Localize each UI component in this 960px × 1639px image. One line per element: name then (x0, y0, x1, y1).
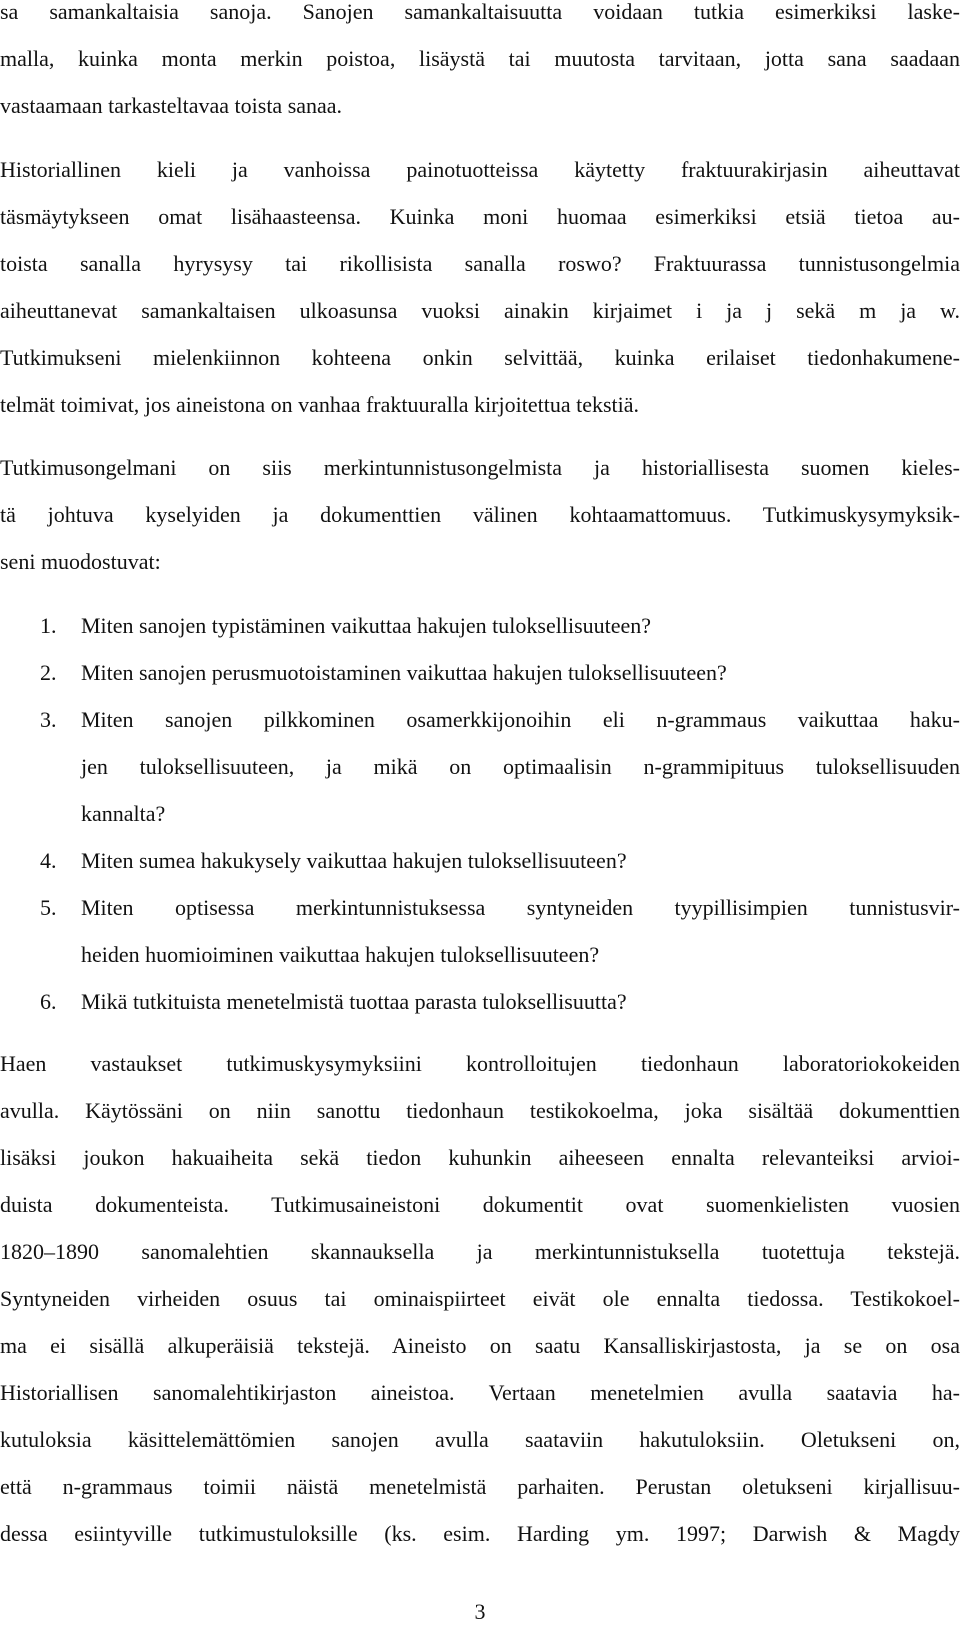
text-line: lisäksi joukon hakuaiheita sekä tiedon kuhunkin aiheeseen ennalta relevanteiksi arvioi- (0, 1145, 960, 1170)
text-line: Tutkimukseni mielenkiinnon kohteena onkin selvittää, kuinka erilaiset tiedonhakumene- (0, 345, 960, 370)
text-line: aiheuttanevat samankaltaisen ulkoasunsa vuoksi ainakin kirjaimet i ja j sekä m ja w. (0, 298, 960, 323)
list-item-number: 2. (40, 660, 57, 685)
list-item-number: 3. (40, 707, 57, 732)
text-line: Tutkimusongelmani on siis merkintunnistusongelmista ja historiallisesta suomen kieles- (0, 455, 960, 480)
paragraph-fraktur-challenges (0, 146, 960, 428)
list-item-number: 5. (40, 895, 57, 920)
list-item-continuation (0, 790, 960, 837)
text-line: duista dokumenteista. Tutkimusaineistoni dokumentit ovat suomenkielisten vuosien (0, 1192, 960, 1217)
list-item-text: heiden huomioiminen vaikuttaa hakujen tuloksellisuuteen? (81, 942, 600, 967)
list-item (0, 837, 960, 884)
list-item (0, 978, 960, 1025)
list-item-text: kannalta? (81, 801, 166, 826)
list-item (0, 696, 960, 743)
list-item-number: 6. (40, 989, 57, 1014)
list-item-text: Miten optisessa merkintunnistuksessa syntyneiden tyypillisimpien tunnistusvir- (81, 895, 960, 920)
text-line: ma ei sisällä alkuperäisiä tekstejä. Aineisto on saatu Kansalliskirjastosta, ja se on osa (0, 1333, 960, 1358)
list-item-text: jen tuloksellisuuteen, ja mikä on optimaalisin n-grammipituus tuloksellisuuden (81, 754, 960, 779)
text-line: sa samankaltaisia sanoja. Sanojen samankaltaisuutta voidaan tutkia esimerkiksi laske- (0, 0, 960, 24)
list-item (0, 649, 960, 696)
text-line: avulla. Käytössäni on niin sanottu tiedonhaun testikokoelma, joka sisältää dokumenttien (0, 1098, 960, 1123)
text-line: dessa esiintyville tutkimustuloksille (ks. esim. Harding ym. 1997; Darwish & Magdy (0, 1521, 960, 1546)
list-item-text: Miten sanojen perusmuotoistaminen vaikuttaa hakujen tuloksellisuuteen? (81, 660, 727, 685)
text-line: Syntyneiden virheiden osuus tai ominaispiirteet eivät ole ennalta tiedossa. Testikokoel- (0, 1286, 960, 1311)
research-questions-list (0, 602, 960, 1025)
list-item-number: 4. (40, 848, 57, 873)
text-line: Haen vastaukset tutkimuskysymyksiini kontrolloitujen tiedonhaun laboratoriokokeiden (0, 1051, 960, 1076)
list-item-number: 1. (40, 613, 57, 638)
text-line: täsmäytykseen omat lisähaasteensa. Kuinka moni huomaa esimerkiksi etsiä tietoa au- (0, 204, 960, 229)
text-line: vastaamaan tarkasteltavaa toista sanaa. (0, 93, 343, 118)
text-line: seni muodostuvat: (0, 549, 161, 574)
text-line: malla, kuinka monta merkin poistoa, lisäystä tai muutosta tarvitaan, jotta sana saadaan (0, 46, 960, 71)
paragraph-research-problem (0, 444, 960, 585)
list-item (0, 884, 960, 931)
text-line: toista sanalla hyrysysy tai rikollisista sanalla roswo? Fraktuurassa tunnistusongelmia (0, 251, 960, 276)
text-line: tä johtuva kyselyiden ja dokumenttien välinen kohtaamattomuus. Tutkimuskysymyksik- (0, 502, 960, 527)
list-item-continuation (0, 743, 960, 790)
list-item-text: Mikä tutkituista menetelmistä tuottaa parasta tuloksellisuutta? (81, 989, 627, 1014)
text-line: Historiallinen kieli ja vanhoissa painotuotteissa käytetty fraktuurakirjasin aiheuttavat (0, 157, 960, 182)
list-item-text: Miten sanojen typistäminen vaikuttaa hakujen tuloksellisuuteen? (81, 613, 652, 638)
list-item-continuation (0, 931, 960, 978)
list-item-text: Miten sanojen pilkkominen osamerkkijonoihin eli n-grammaus vaikuttaa haku- (81, 707, 960, 732)
list-item-text: Miten sumea hakukysely vaikuttaa hakujen tuloksellisuuteen? (81, 848, 627, 873)
list-item (0, 602, 960, 649)
text-line: Historiallisen sanomalehtikirjaston aineistoa. Vertaan menetelmien avulla saatavia ha- (0, 1380, 960, 1405)
text-line: telmät toimivat, jos aineistona on vanhaa fraktuuralla kirjoitettua tekstiä. (0, 392, 640, 417)
paragraph-intro-continued (0, 0, 960, 129)
page-number: 3 (474, 1599, 486, 1624)
paragraph-methodology (0, 1040, 960, 1557)
text-line: 1820–1890 sanomalehtien skannauksella ja merkintunnistuksella tuotettuja tekstejä. (0, 1239, 960, 1264)
text-line: kutuloksia käsittelemättömien sanojen avulla saataviin hakutuloksiin. Oletukseni on, (0, 1427, 960, 1452)
text-line: että n-grammaus toimii näistä menetelmistä parhaiten. Perustan oletukseni kirjallisuu- (0, 1474, 960, 1499)
